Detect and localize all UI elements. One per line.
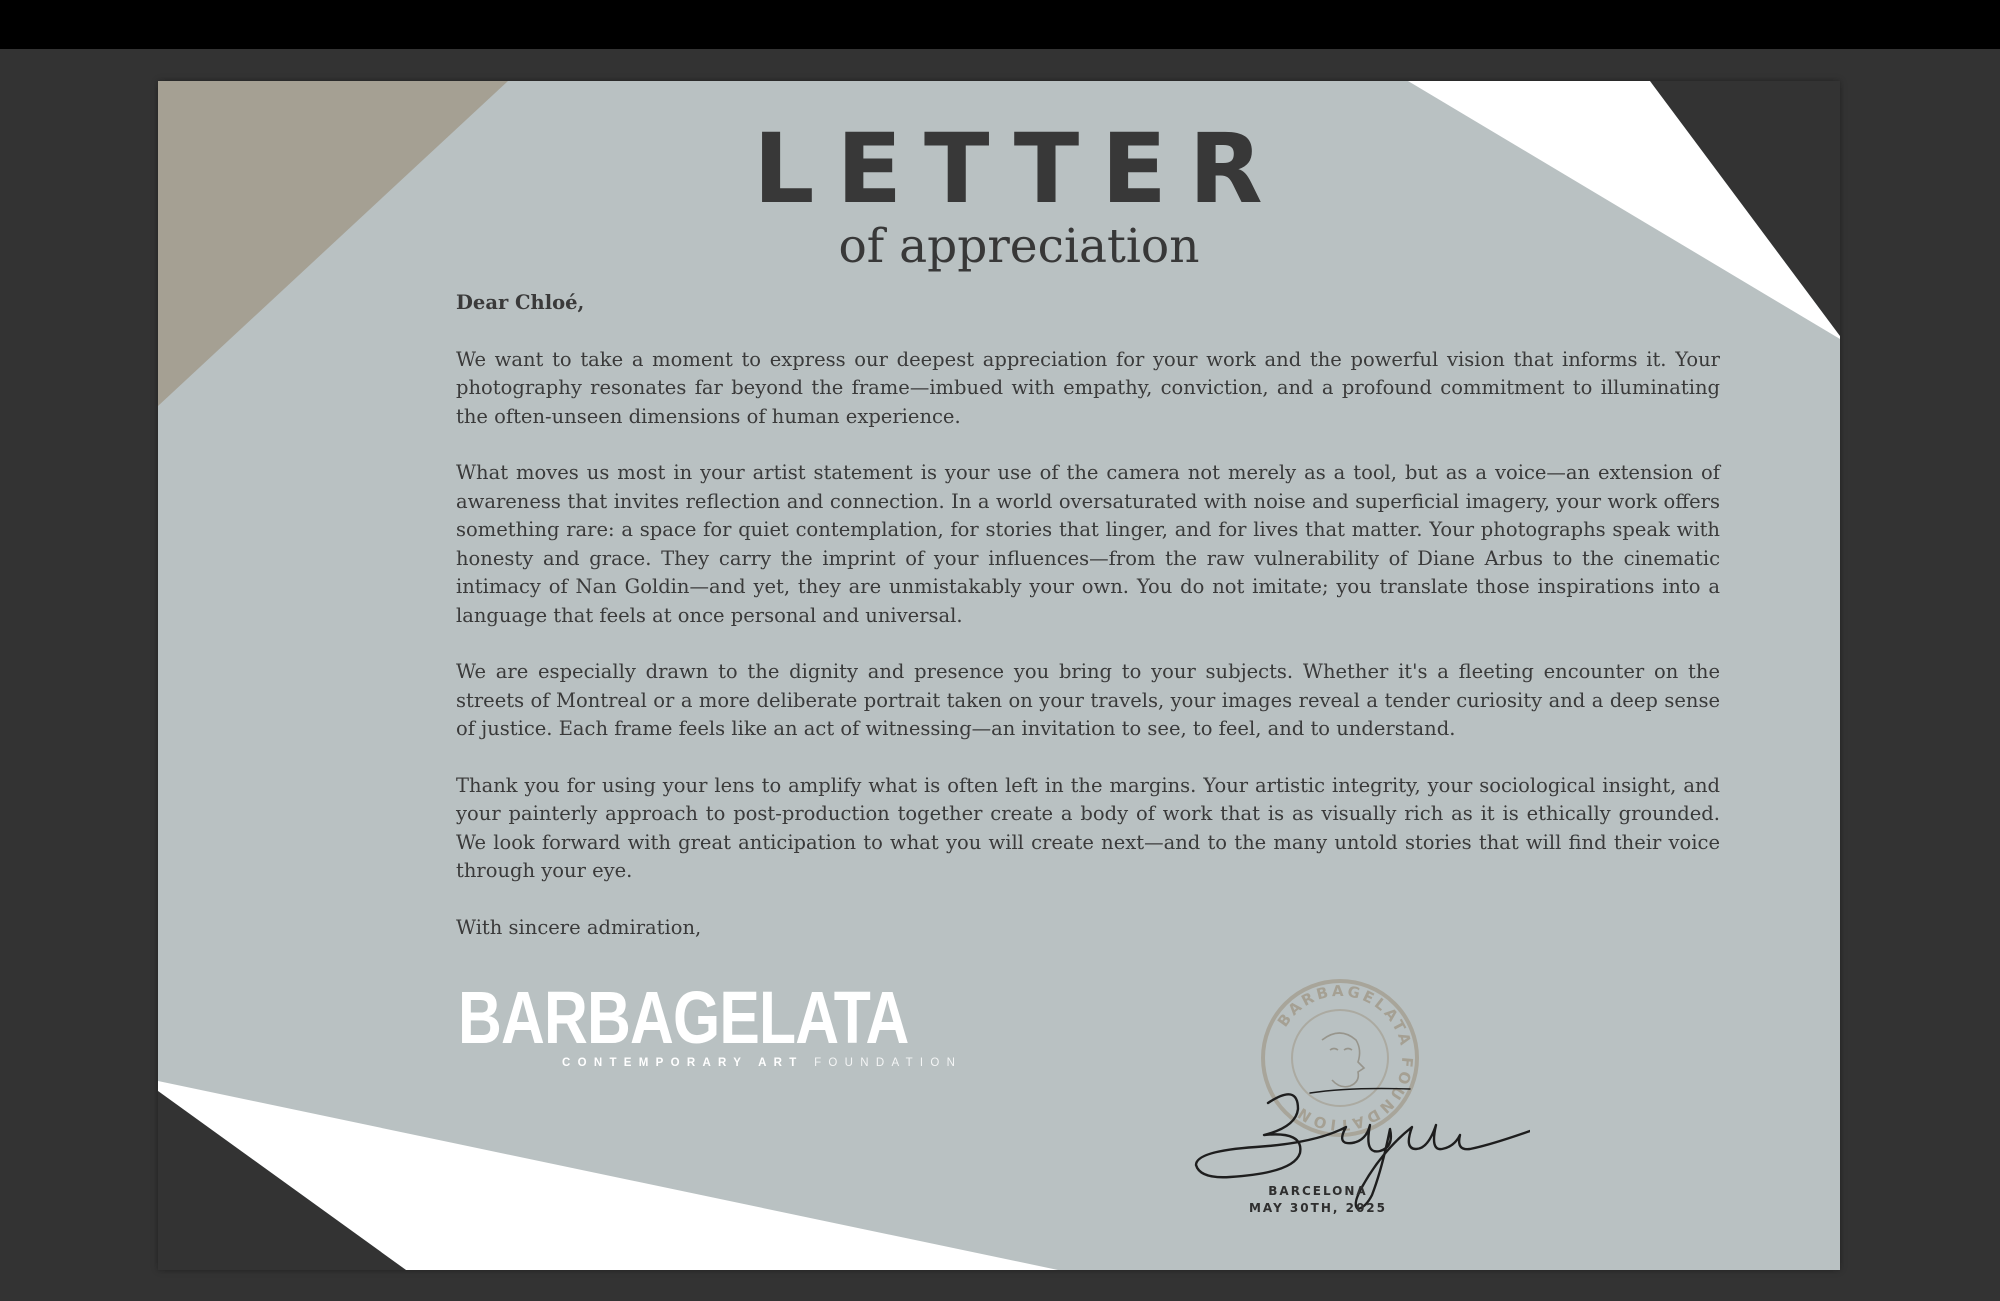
seal-ring-text: BARBAGELATA FOUNDATION	[1273, 981, 1417, 1135]
logo-tagline-light: FOUNDATION	[814, 1057, 963, 1069]
foundation-logo	[458, 976, 1007, 1069]
letter-page	[158, 81, 1840, 1270]
letter-subtitle: of appreciation	[838, 219, 1200, 274]
viewer-top-bar	[0, 0, 2000, 49]
seal-location-date	[1218, 1183, 1418, 1217]
greeting: Dear Chloé,	[456, 291, 585, 314]
closing: With sincere admiration,	[456, 915, 702, 939]
letter-title: LETTER	[753, 113, 1285, 225]
paragraph-3: We are especially drawn to the dignity and presence you bring to your subjects. Whether it's a fleeting encounter on the streets of Montreal or a more deliberate portrait taken on your travels, your images reveal a tender curiosity and a deep sense of justice. Each frame feels like an act of witnessing—an invitation to see, to feel, and to understand.	[456, 660, 1720, 740]
letter-body	[456, 289, 1720, 970]
paragraph-4: Thank you for using your lens to amplify what is often left in the margins. Your artistic integrity, your sociological insight, and your painterly approach to post-production together create a body of work that is as visually rich as it is ethically grounded. We look forward with great anticipation to what you will create next—and to the many untold stories that will find their voice through your eye.	[456, 773, 1720, 882]
paragraph-1: We want to take a moment to express our deepest appreciation for your work and the powerful vision that informs it. Your photography resonates far beyond the frame—imbued with empathy, conviction, and a profound commitment to illuminating the often-unseen dimensions of human experience.	[456, 347, 1720, 428]
logo-wordmark: BARBAGELATA	[458, 976, 909, 1059]
paragraph-2: What moves us most in your artist statement is your use of the camera not merely as a tool, but as a voice—an extension of awareness that invites reflection and connection. In a world oversaturated with noise and superficial imagery, your work offers something rare: a space for quiet contemplation, for stories that linger, and for lives that matter. Your photographs speak with honesty and grace. They carry the imprint of your influences—from the raw vulnerability of Diane Arbus to the cinematic intimacy of Nan Goldin—and yet, they are unmistakably your own. You do not imitate; you translate those inspirations into a language that feels at once personal and universal.	[456, 461, 1720, 627]
seal-date: MAY 30TH, 2025	[1248, 1201, 1387, 1215]
logo-tagline-strong: CONTEMPORARY ART	[562, 1057, 804, 1069]
seal-city: BARCELONA	[1268, 1184, 1368, 1198]
